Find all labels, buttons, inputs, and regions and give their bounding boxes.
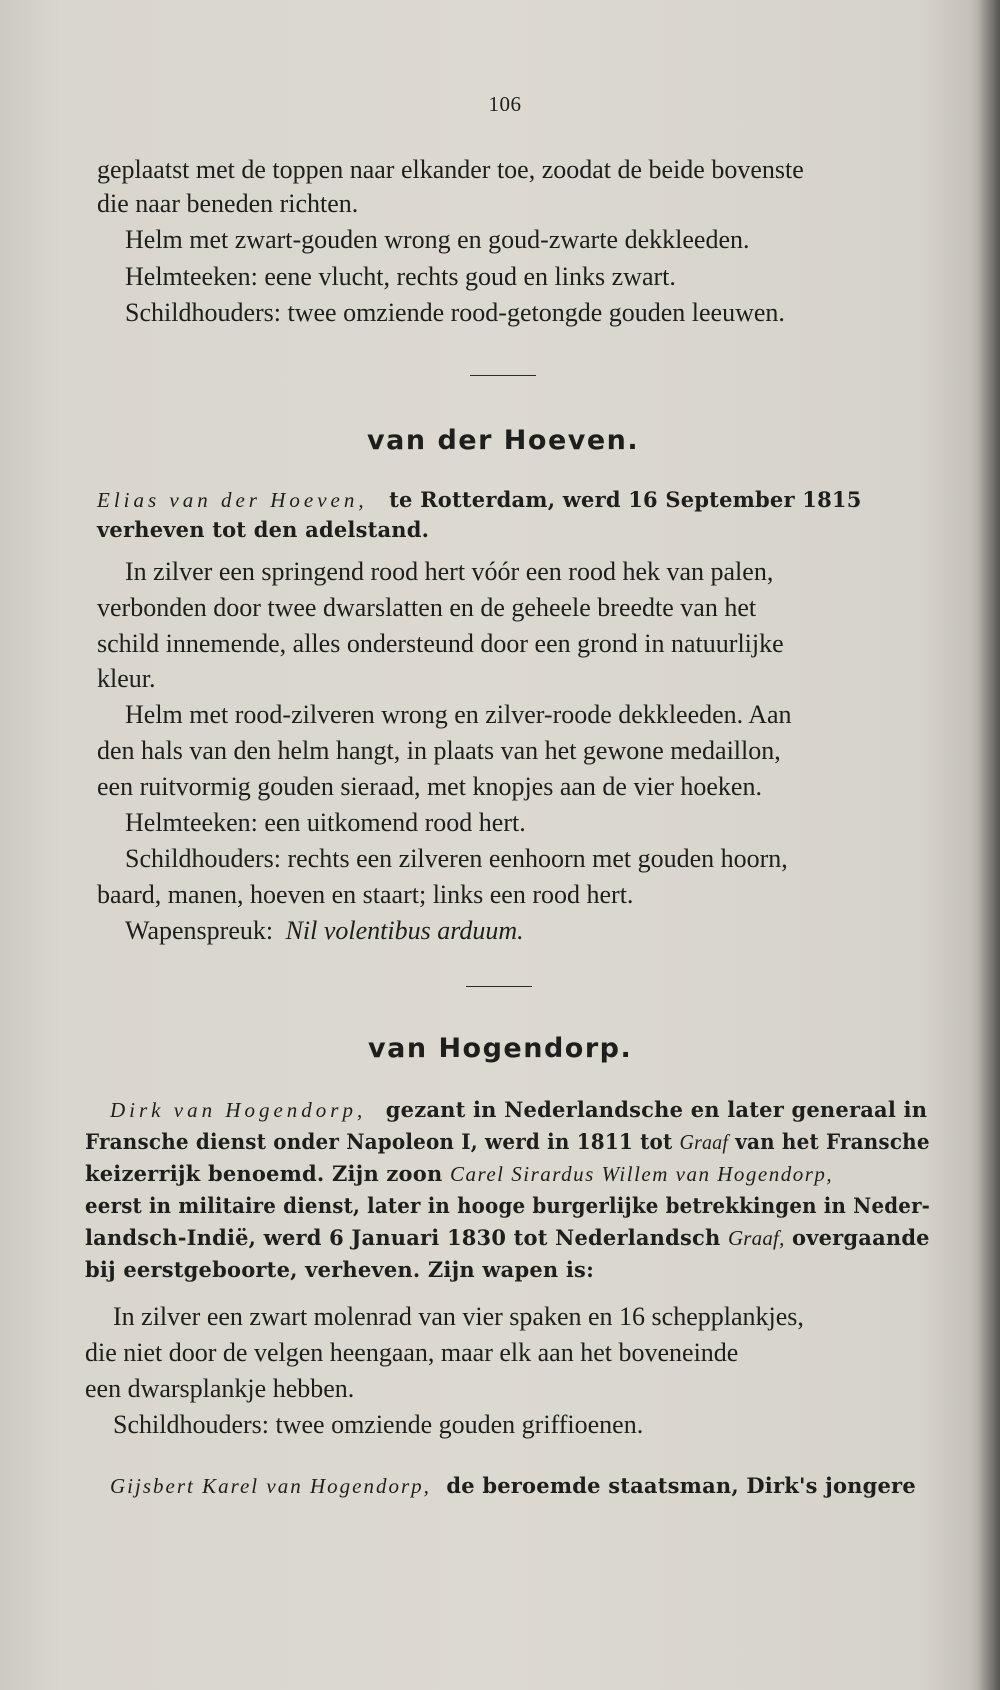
- biography-line: [85, 1158, 833, 1190]
- person-name: Carel Sirardus Willem van Hogendorp,: [449, 1162, 834, 1186]
- text-line: een dwarsplankje hebben.: [85, 1374, 355, 1403]
- text-line: verbonden door twee dwarslatten en de geheele breedte van het: [97, 593, 757, 622]
- person-name: Elias van der Hoeven,: [97, 488, 368, 512]
- text-line: Schildhouders: twee omziende rood-getongde gouden leeuwen.: [125, 298, 785, 327]
- biography-text: overgaande: [792, 1225, 930, 1250]
- text-line: schild innemende, alles ondersteund door een grond in natuurlijke: [97, 629, 784, 658]
- text-line: Helmteeken: eene vlucht, rechts goud en links zwart.: [125, 262, 676, 291]
- biography-line: [110, 1470, 916, 1502]
- biography-text: keizerrijk benoemd. Zijn zoon: [85, 1161, 443, 1186]
- biography-line: eerst in militaire dienst, later in hooge burgerlijke betrekkingen in Neder-: [85, 1193, 931, 1218]
- biography-text: landsch-Indië, werd 6 Januari 1830 tot Nederlandsch: [85, 1225, 721, 1250]
- text-line: die naar beneden richten.: [97, 189, 359, 218]
- biography-line: [110, 1094, 927, 1126]
- text-line: geplaatst met de toppen naar elkander toe, zoodat de beide bovenste: [97, 155, 804, 184]
- text-line: Helm met rood-zilveren wrong en zilver-roode dekkleeden. Aan: [125, 700, 792, 729]
- biography-text: te Rotterdam, werd 16 September 1815: [389, 487, 862, 512]
- title-text: Graaf: [679, 1130, 729, 1154]
- text-line: den hals van den helm hangt, in plaats van het gewone medaillon,: [97, 736, 781, 765]
- text-line: Helmteeken: een uitkomend rood hert.: [125, 808, 526, 837]
- text-line: In zilver een zwart molenrad van vier spaken en 16 schepplankjes,: [113, 1302, 804, 1331]
- section-heading: van Hogendorp.: [368, 1033, 633, 1064]
- title-text: Graaf,: [727, 1226, 785, 1250]
- biography-line: verheven tot den adelstand.: [97, 517, 430, 542]
- text-line: In zilver een springend rood hert vóór een rood hek van palen,: [125, 557, 774, 586]
- biography-text: Fransche dienst onder Napoleon I, werd in 1811 tot: [85, 1129, 673, 1154]
- motto-text: Nil volentibus arduum.: [285, 916, 524, 945]
- biography-line: [85, 1222, 930, 1254]
- person-name: Dirk van Hogendorp,: [110, 1098, 367, 1122]
- biography-line: [85, 1126, 930, 1158]
- biography-text: de beroemde staatsman, Dirk's jongere: [446, 1473, 916, 1498]
- text-line: een ruitvormig gouden sieraad, met knopjes aan de vier hoeken.: [97, 772, 762, 801]
- person-name: Gijsbert Karel van Hogendorp,: [110, 1474, 431, 1498]
- motto-label: Wapenspreuk:: [125, 916, 274, 945]
- biography-text: van het Fransche: [735, 1129, 930, 1154]
- text-line: baard, manen, hoeven en staart; links een rood hert.: [97, 880, 634, 909]
- section-divider: [470, 375, 536, 376]
- section-divider: [466, 986, 532, 987]
- motto-line: [125, 915, 524, 947]
- text-line: kleur.: [97, 664, 156, 693]
- text-line: Helm met zwart-gouden wrong en goud-zwarte dekkleeden.: [125, 225, 750, 254]
- text-line: die niet door de velgen heengaan, maar elk aan het boveneinde: [85, 1338, 739, 1367]
- book-spine-shadow: [978, 0, 1000, 1690]
- section-heading: van der Hoeven.: [367, 425, 640, 456]
- page-number: 106: [488, 92, 522, 116]
- text-line: Schildhouders: twee omziende gouden griffioenen.: [113, 1410, 644, 1439]
- biography-text: gezant in Nederlandsche en later generaal in: [385, 1097, 928, 1122]
- biography-line: bij eerstgeboorte, verheven. Zijn wapen is:: [85, 1257, 595, 1282]
- biography-line: [97, 484, 862, 516]
- text-line: Schildhouders: rechts een zilveren eenhoorn met gouden hoorn,: [125, 844, 788, 873]
